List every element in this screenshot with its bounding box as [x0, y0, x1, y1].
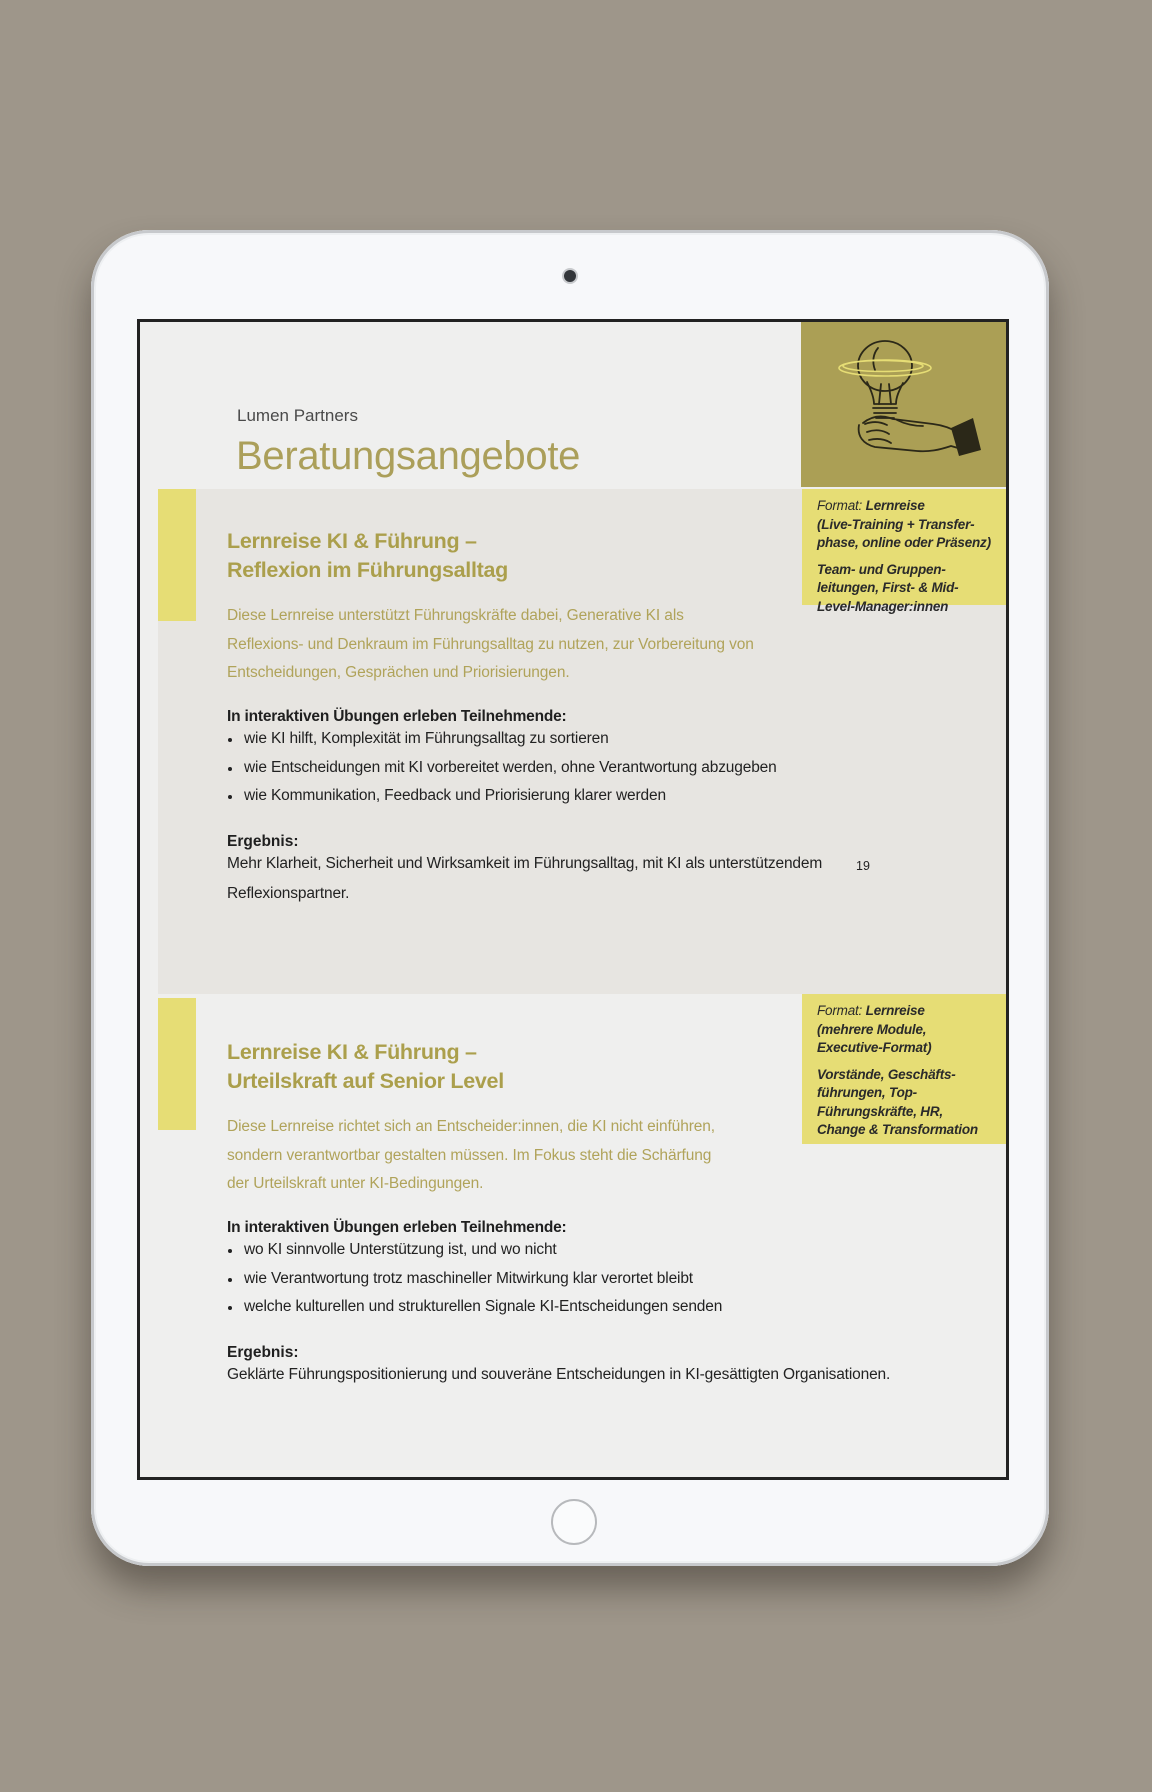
exercise-list: [227, 725, 777, 811]
page-title: Beratungsangebote: [236, 434, 581, 478]
page-number: 19: [856, 859, 870, 873]
result-text: Geklärte Führungspositionierung und souveräne Entscheidungen in KI-gesättigten Organisationen.: [227, 1366, 891, 1383]
exercises-heading: In interaktiven Übungen erleben Teilnehmende:: [227, 708, 567, 725]
list-item: wie Verantwortung trotz maschineller Mitwirkung klar verortet bleibt: [227, 1265, 722, 1294]
list-item: wie KI hilft, Komplexität im Führungsalltag zu sortieren: [227, 725, 777, 754]
format-box: [802, 994, 1006, 1144]
result-label: Ergebnis:: [227, 1344, 299, 1361]
accent-bar: [158, 489, 196, 621]
result-label: Ergebnis:: [227, 833, 299, 850]
list-item: welche kulturellen und strukturellen Signale KI-Entscheidungen senden: [227, 1293, 722, 1322]
offering-title: Lernreise KI & Führung – Urteilskraft auf Senior Level: [227, 1040, 504, 1093]
accent-bar: [158, 998, 196, 1130]
tablet-screen: [137, 319, 1009, 1480]
offering-title: Lernreise KI & Führung – Reflexion im Führungsalltag: [227, 529, 508, 582]
result-text: Mehr Klarheit, Sicherheit und Wirksamkeit im Führungsalltag, mit KI als unterstützendem Reflexionspartner.: [227, 855, 823, 902]
illustration-panel: [801, 322, 1006, 487]
format-info: Format: Lernreise (mehrere Module, Executive-Format): [817, 1003, 932, 1055]
format-box: [802, 489, 1006, 614]
audience-info: Team- und Gruppen- leitungen, First- & Mid- Level-Manager:innen: [817, 561, 959, 614]
offering-intro: Diese Lernreise unterstützt Führungskräfte dabei, Generative KI als Reflexions- und Denkraum im Führungsalltag zu nutzen, zur Vorbereitung von Entscheidungen, Gesprächen und Priorisierungen.: [227, 607, 754, 681]
front-camera: [564, 270, 576, 282]
brand-name: Lumen Partners: [237, 406, 358, 425]
offering-intro: Diese Lernreise richtet sich an Entscheider:innen, die KI nicht einführen, sondern verantwortbar gestalten müssen. Im Fokus steht die Schärfung der Urteilskraft unter KI-Bedingungen.: [227, 1118, 716, 1192]
audience-info: Vorstände, Geschäfts- führungen, Top- Führungskräfte, HR, Change & Transformation: [817, 1066, 978, 1137]
tablet-device: [91, 230, 1049, 1566]
offering-card-2: [158, 994, 1006, 1477]
format-info: Format: Lernreise (Live-Training + Transfer- phase, online oder Präsenz): [817, 498, 991, 550]
list-item: wo KI sinnvolle Unterstützung ist, und wo nicht: [227, 1236, 722, 1265]
home-button[interactable]: [551, 1499, 597, 1545]
hand-holding-lightbulb-icon: [801, 322, 1006, 487]
offering-card-1: [158, 489, 1006, 994]
list-item: wie Kommunikation, Feedback und Priorisierung klarer werden: [227, 782, 777, 811]
exercises-heading: In interaktiven Übungen erleben Teilnehmende:: [227, 1219, 567, 1236]
list-item: wie Entscheidungen mit KI vorbereitet werden, ohne Verantwortung abzugeben: [227, 754, 777, 783]
exercise-list: [227, 1236, 722, 1322]
